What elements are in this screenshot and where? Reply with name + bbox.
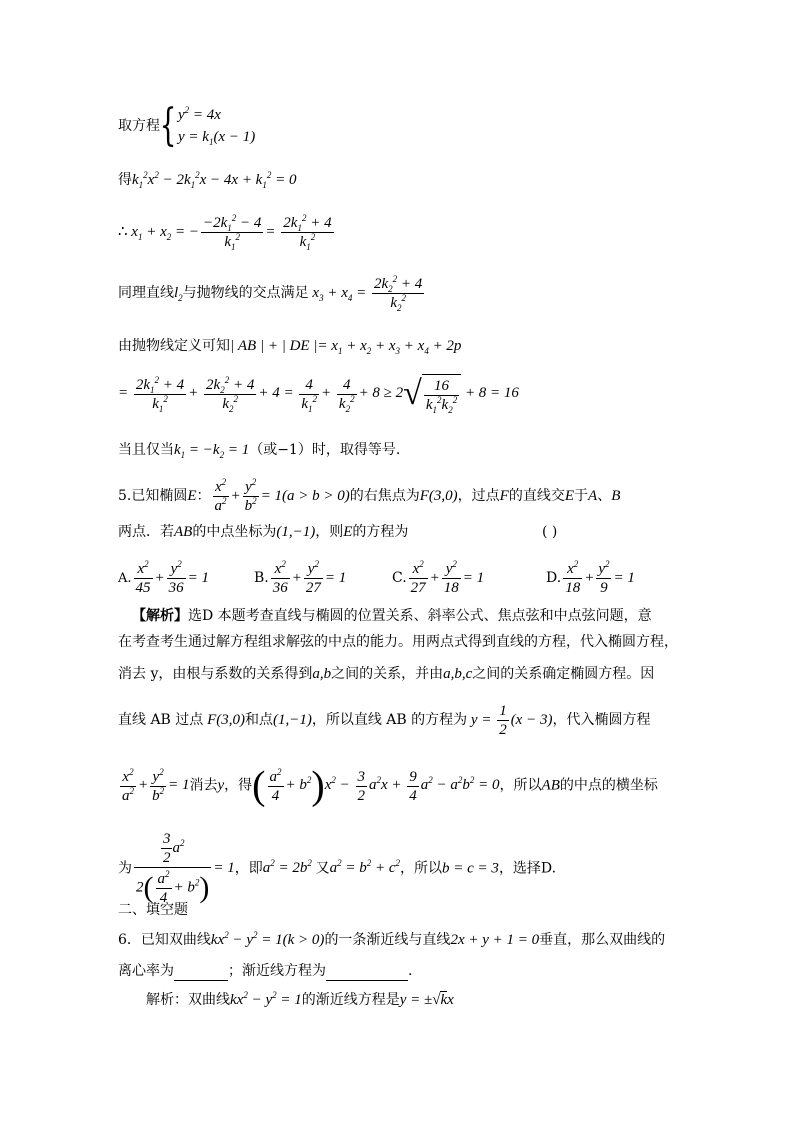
question-6-line-1: 6．已知双曲线$kx^2 - y^2 = 1(k > 0)$的一条渐近线与直线2x + y + 1 = 0垂直，那么双曲线的: [118, 930, 666, 948]
q5-mid3: 的直线交: [508, 487, 565, 504]
analysis-text-3b: 之间的关系，并由: [331, 666, 444, 682]
text-jiaodian: 与抛物线的交点满足: [182, 284, 309, 301]
label-de: 得: [118, 172, 132, 188]
q6-c: 垂直，那么双曲线的: [539, 932, 666, 948]
asymptote-blank: [326, 960, 408, 981]
answer-parentheses: [542, 522, 557, 542]
option-c: C. $\frac{x^2}{27}$ + $\frac{y^2}{18}$ = 1: [392, 559, 485, 596]
q5-line2-d: 的方程为: [352, 524, 409, 540]
quadratic-line: 得$k_1^2x^2 - 2k_1^2x - 4x + k_1^2 = 0$: [118, 170, 297, 190]
option-a: A. $\frac{x^2}{45}$ + $\frac{y^2}{36}$ = 1: [118, 559, 210, 596]
option-c-label: C.: [392, 569, 407, 586]
q6-b: 的一条渐近线与直线: [324, 932, 451, 948]
q5-mid4: 于: [574, 487, 589, 504]
text-definition: 由抛物线定义可知: [118, 338, 230, 354]
analysis-text-4c: ，所以直线 AB 的方程为: [311, 711, 468, 728]
analysis-text-6a: 为: [118, 860, 132, 877]
q5-line2-a: 两点．若: [118, 524, 174, 540]
analysis-text-6b: ，即: [234, 860, 263, 877]
answer-paren: ( ): [542, 524, 558, 540]
option-b: B. $\frac{x^2}{36}$ + $\frac{y^2}{27}$ = 1: [254, 559, 347, 596]
text-dangqie: 当且仅当: [118, 442, 174, 458]
q6-sol-a: 解析：双曲线: [146, 992, 230, 1008]
inequality-line: = $\frac{2k_1^2 + 4}{k_1^2}$ + $\frac{2k_2^2 + 4}{k_2^2}$ + 4 = $\frac{4}{k_1^2}$ + $\frac{4}{k_2^2}$ + 8 ≥ 2√ $\frac{16}{k_1^2k_2^2}$ + 8 = 16: [118, 374, 519, 415]
analysis-line-4: 直线 AB 过点 F(3,0)和点(1,−1)，所以直线 AB 的方程为 y = $\frac{1}{2}$ (x − 3)，代入椭圆方程: [118, 703, 651, 738]
sum-x3-x4-line: 同理直线$l_2$与抛物线的交点满足 $x_3 + x_4$ = $\frac{2k_2^2 + 4}{k_2^2}$: [118, 274, 423, 313]
q5-mid2: ，过点: [457, 487, 500, 504]
equation-system-line: 取方程{ $y^2 = 4x$ $y = k_1(x - 1)$: [118, 100, 256, 151]
option-b-label: B.: [254, 569, 269, 586]
section-2-title: 二、填空题: [118, 902, 188, 918]
sum-x1-x2-line: ∴ $x_1 + x_2$ = − $\frac{-2k_1^2 - 4}{k_1^2}$ = $\frac{2k_1^2 + 4}{k_1^2}$: [118, 213, 332, 252]
option-d-label: D.: [546, 569, 562, 586]
section-heading: [118, 900, 188, 920]
text-equality: （或−1）时，取得等号.: [249, 442, 401, 458]
analysis-line-5: $\frac{x^2}{a^2}$ + $\frac{y^2}{b^2}$ = 1消去y，得( $\frac{a^2}{4}$ + $b^2)x^2$ − $\frac{3}{2}$ $a^2x$ + $\frac{9}{4}$ $a^2 - a^2b^2 = 0$，所以AB的中点的横坐标: [122, 763, 658, 808]
analysis-line-1: [132, 606, 652, 626]
q6-line2-a: 离心率为: [118, 963, 174, 979]
analysis-text-5c: ，所以: [499, 777, 542, 794]
analysis-text-6c: 又: [315, 860, 330, 877]
equality-condition-line: 当且仅当$k_1 = -k_2 = 1$（或−1）时，取得等号.: [118, 442, 401, 460]
eccentricity-blank: [174, 960, 228, 981]
q5-prefix: 5.已知椭圆: [118, 487, 188, 504]
analysis-text-5b: ，得: [224, 777, 253, 794]
q5-line2-b: 的中点坐标为: [192, 524, 277, 540]
q5-line2-c: ，则: [315, 524, 344, 540]
q5-mid5: 、: [597, 487, 612, 504]
analysis-line-6: 为 $\frac{3}{2}$ $a^2$ 2( $\frac{a^2}{4}$ + $b^2$) = 1，即$a^2 = 2b^2$ 又$a^2 = b^2 + c^2$，所以b = c = 3，选择D.: [118, 831, 557, 906]
q6-a: 6．已知双曲线: [118, 932, 211, 948]
analysis-text-5a: 消去: [189, 777, 218, 794]
analysis-text-4a: 直线 AB 过点: [118, 711, 204, 728]
analysis-text-3c: 之间的关系确定椭圆方程。因: [472, 666, 655, 682]
analysis-line-3: 消去 y，由根与系数的关系得到a,b之间的关系，并由a,b,c之间的关系确定椭圆方程。因: [118, 666, 655, 682]
label-qufangcheng: 取方程: [118, 118, 160, 134]
q6-line2-b: ；渐近线方程为: [228, 963, 326, 979]
q6-sol-b: 的渐近线方程是: [301, 992, 400, 1008]
option-a-label: A.: [118, 570, 132, 586]
definition-line: 由抛物线定义可知| AB | + | DE |= $x_1 + x_2 + x_3 + x_4 + 2p$: [118, 338, 462, 356]
analysis-text-3a: 消去 y，由根与系数的关系得到: [118, 666, 313, 682]
analysis-text-6d: ，所以: [400, 860, 443, 877]
analysis-text-4b: 和点: [244, 711, 273, 728]
analysis-text-1: 选D 本题考查直线与椭圆的位置关系、斜率公式、焦点弦和中点弦问题，意: [188, 608, 652, 624]
analysis-text-6e: ，选择D.: [498, 860, 557, 877]
equation-system: $y^2 = 4x$ $y = k_1(x - 1)$: [178, 105, 256, 147]
question-5-line-1: 5.已知椭圆E： $\frac{x^2}{a^2}$ + $\frac{y^2}{b^2}$ = 1(a > b > 0)的右焦点为F(3,0)，过点F的直线交E于A、B: [118, 477, 621, 514]
analysis-text-2: 在考查考生通过解方程组求解弦的中点的能力。用两点式得到直线的方程，代入椭圆方程，: [118, 634, 678, 650]
analysis-tag: 【解析】: [132, 608, 188, 624]
analysis-text-5d: 的中点的横坐标: [559, 777, 658, 794]
question-6-solution: 解析：双曲线$kx^2 - y^2 = 1$的渐近线方程是y = ±√kx: [146, 990, 454, 1008]
question-6-line-2: [118, 960, 412, 981]
text-tongli: 同理直线: [118, 284, 174, 301]
q5-mid: 的右焦点为: [349, 487, 420, 504]
question-5-line-2: 两点．若AB的中点坐标为(1,−1)，则E的方程为: [118, 524, 409, 540]
analysis-line-2: [118, 632, 678, 652]
option-d: D. $\frac{x^2}{18}$ + $\frac{y^2}{9}$ = 1: [546, 559, 635, 596]
q6-line2-c: .: [408, 963, 413, 979]
analysis-text-4d: ，代入椭圆方程: [552, 711, 651, 728]
